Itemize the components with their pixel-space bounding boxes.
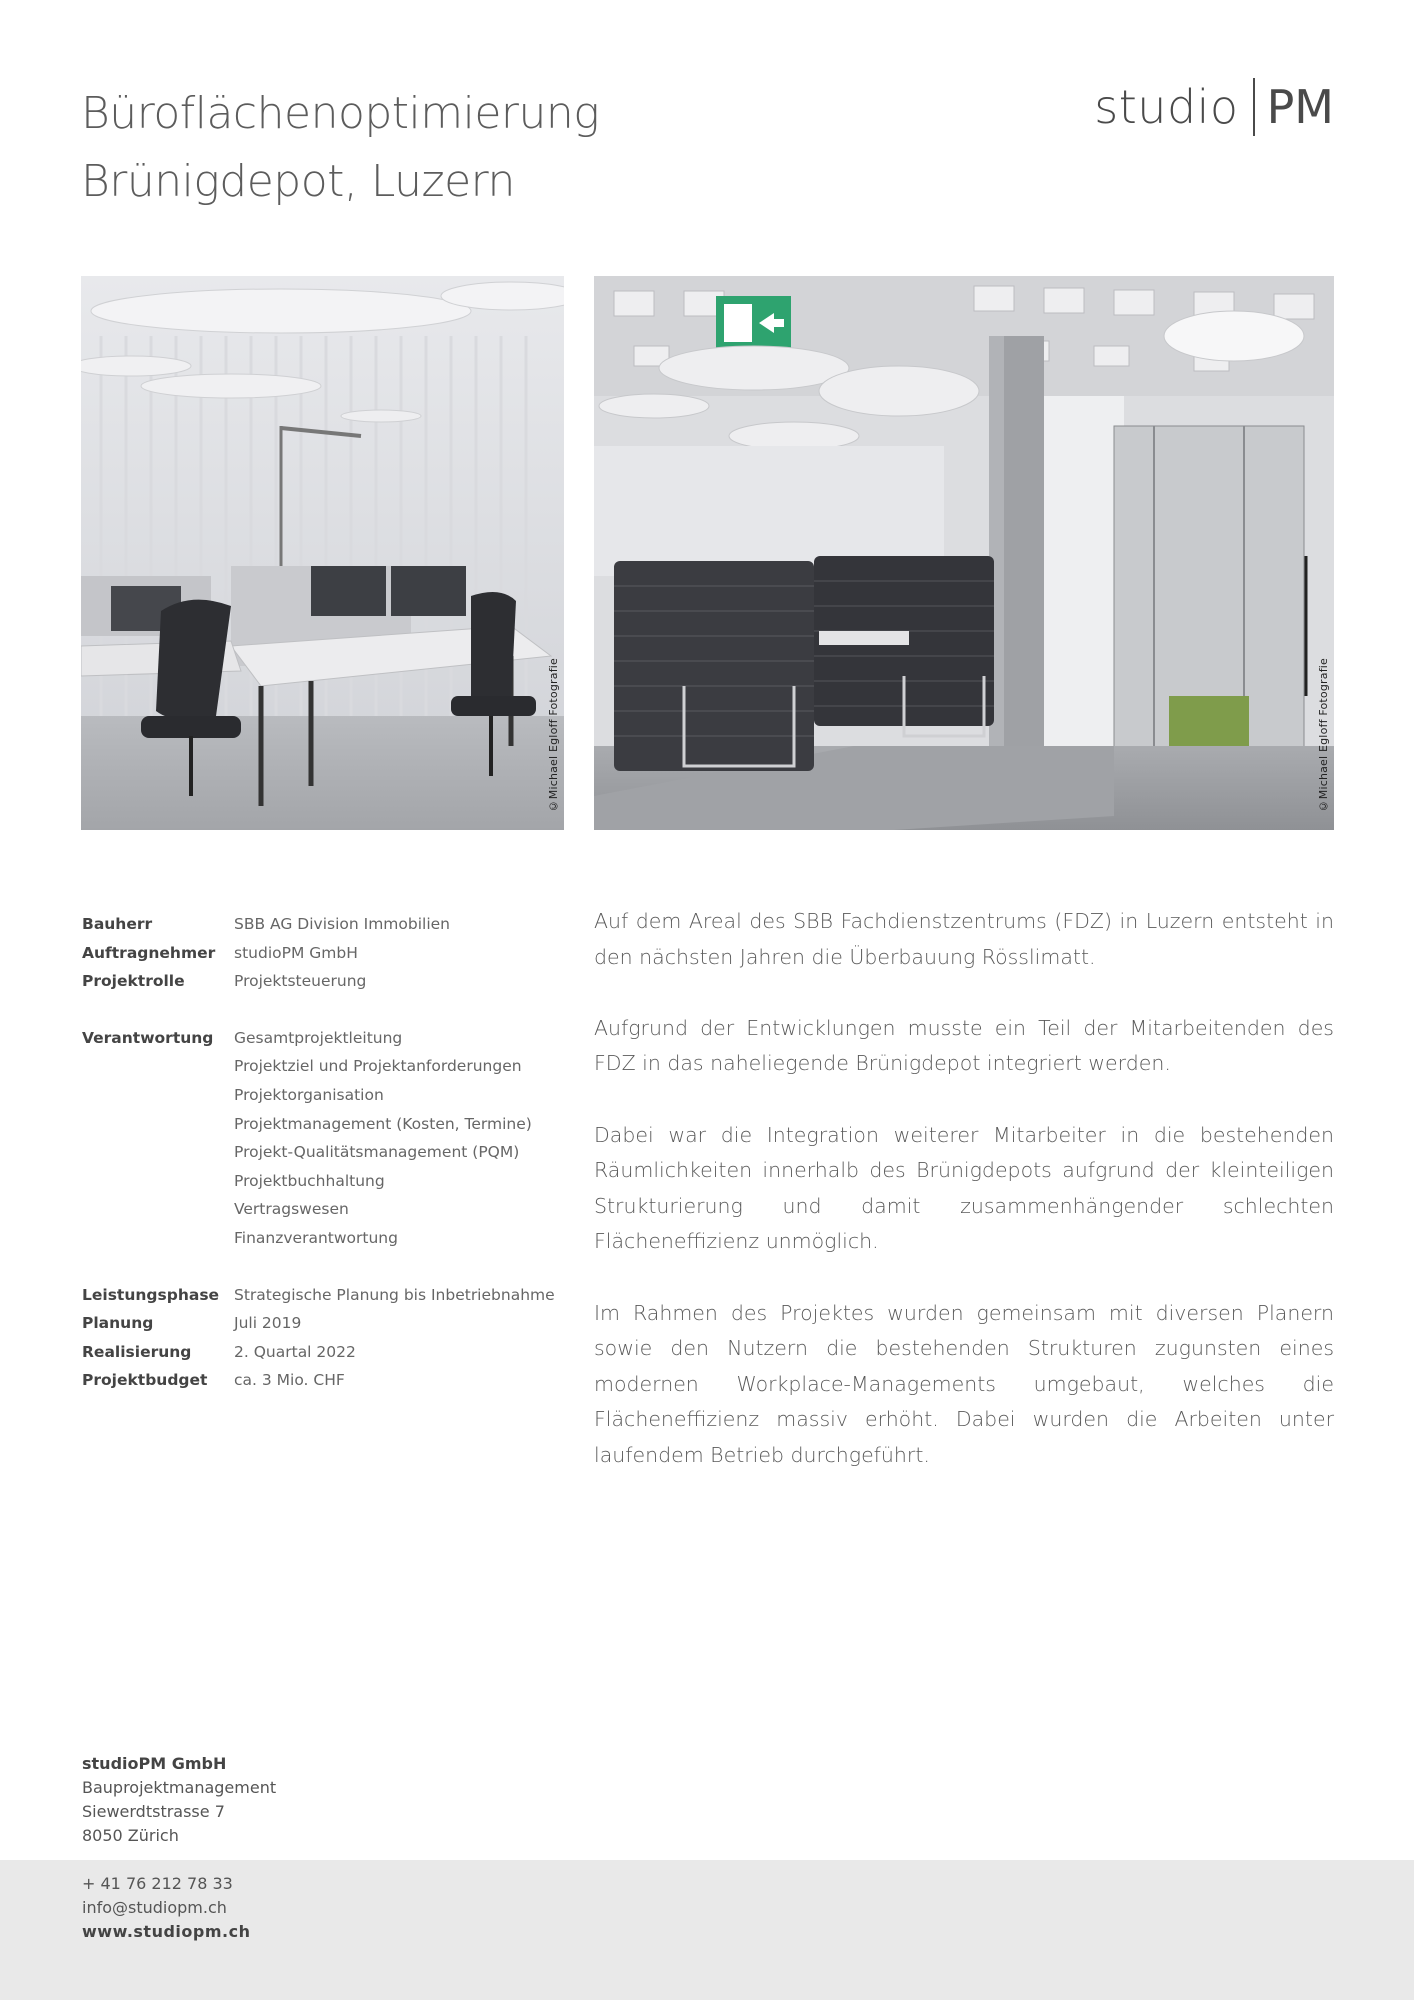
fact-row-auftragnehmer bbox=[82, 939, 572, 968]
responsibility-item: Projekt-Qualitätsmanagement (PQM) bbox=[234, 1143, 520, 1162]
fact-group-parties bbox=[82, 910, 572, 996]
responsibility-item: Finanzverantwortung bbox=[234, 1228, 398, 1247]
project-description bbox=[594, 904, 1334, 1509]
project-facts bbox=[82, 910, 572, 1423]
fact-value: Juli 2019 bbox=[234, 1314, 302, 1333]
company-address bbox=[82, 1752, 276, 1848]
company-subtitle: Bauprojektmanagement bbox=[82, 1778, 277, 1797]
fact-value: Projektsteuerung bbox=[234, 972, 367, 991]
responsibility-item: Gesamtprojektleitung bbox=[234, 1028, 403, 1047]
contact-info bbox=[82, 1872, 250, 1944]
fact-row-leistungsphase bbox=[82, 1281, 572, 1310]
website-link[interactable]: www.studiopm.ch bbox=[82, 1922, 251, 1941]
fact-label: Planung bbox=[82, 1314, 154, 1333]
responsibility-item: Vertragswesen bbox=[234, 1200, 349, 1219]
office-workstations-image bbox=[81, 276, 564, 830]
description-paragraph-3: Dabei war die Integration weiterer Mitarbeiter in die bestehenden Räumlichkeiten innerhalb des Brünigdepots aufgrund der kleinteiligen Strukturierung und damit zusammenhängender schlechten Flächeneffizienz unmöglich. bbox=[594, 1122, 1334, 1254]
logo-text-pm: PM bbox=[1266, 80, 1334, 134]
responsibility-item: Projektorganisation bbox=[234, 1085, 384, 1104]
document-title bbox=[81, 80, 599, 216]
fact-group-responsibility bbox=[82, 1024, 572, 1253]
address-street: Siewerdtstrasse 7 bbox=[82, 1802, 225, 1821]
office-workstations-photo bbox=[81, 276, 564, 830]
fact-value: 2. Quartal 2022 bbox=[234, 1342, 356, 1361]
fact-label: Bauherr bbox=[82, 915, 153, 933]
logo-divider bbox=[1253, 78, 1255, 136]
description-paragraph-2: Aufgrund der Entwicklungen musste ein Teil der Mitarbeitenden des FDZ in das naheliegende Brünigdepot integriert werden. bbox=[594, 1015, 1334, 1076]
fact-row-verantwortung bbox=[82, 1024, 572, 1253]
photo-credit-right: ©Michael Egloff Fotografie bbox=[1317, 657, 1330, 812]
responsibility-item: Projektbuchhaltung bbox=[234, 1171, 385, 1190]
title-line-1: Büroflächenoptimierung bbox=[81, 88, 600, 139]
address-city: 8050 Zürich bbox=[82, 1826, 179, 1845]
fact-value: ca. 3 Mio. CHF bbox=[234, 1371, 345, 1390]
description-paragraph-1: Auf dem Areal des SBB Fachdienstzentrums (FDZ) in Luzern entsteht in den nächsten Jahren die Überbauung Rösslimatt. bbox=[594, 909, 1334, 969]
fact-label: Projektbudget bbox=[82, 1371, 208, 1390]
contact-email-link[interactable]: info@studiopm.ch bbox=[82, 1898, 227, 1917]
fact-value: Strategische Planung bis Inbetriebnahme bbox=[234, 1285, 555, 1304]
responsibility-list bbox=[234, 1024, 532, 1253]
fact-row-projektbudget bbox=[82, 1366, 572, 1395]
fact-label: Projektrolle bbox=[82, 972, 185, 991]
fact-label: Auftragnehmer bbox=[82, 943, 216, 962]
fact-value: studioPM GmbH bbox=[234, 943, 358, 962]
fact-row-planung bbox=[82, 1309, 572, 1338]
responsibility-item: Projektmanagement (Kosten, Termine) bbox=[234, 1114, 532, 1133]
description-paragraph-4: Im Rahmen des Projektes wurden gemeinsam mit diversen Planern sowie den Nutzern die bestehenden Strukturen zugunsten eines modernen Workplace-Managements umgebaut, welches die Flächeneffizienz massiv erhöht. Dabei wurden die Arbeiten unter laufendem Betrieb durchgeführt. bbox=[594, 1300, 1334, 1467]
fact-label: Leistungsphase bbox=[82, 1285, 220, 1304]
fact-label: Verantwortung bbox=[82, 1028, 214, 1047]
fact-row-projektrolle bbox=[82, 967, 572, 996]
responsibility-item: Projektziel und Projektanforderungen bbox=[234, 1057, 522, 1076]
title-line-2: Brünigdepot, Luzern bbox=[81, 156, 515, 207]
lounge-booth-photo bbox=[594, 276, 1334, 830]
fact-row-bauherr bbox=[82, 910, 572, 939]
logo-text-studio: studio bbox=[1094, 80, 1239, 134]
fact-value: SBB AG Division Immobilien bbox=[234, 915, 451, 933]
fact-label: Realisierung bbox=[82, 1342, 192, 1361]
lounge-booth-image bbox=[594, 276, 1334, 830]
studiopm-logo bbox=[1094, 78, 1334, 136]
fact-group-schedule bbox=[82, 1281, 572, 1395]
company-name: studioPM GmbH bbox=[82, 1754, 227, 1773]
contact-phone: + 41 76 212 78 33 bbox=[82, 1874, 233, 1893]
fact-row-realisierung bbox=[82, 1338, 572, 1367]
photo-credit-left: ©Michael Egloff Fotografie bbox=[547, 657, 560, 812]
